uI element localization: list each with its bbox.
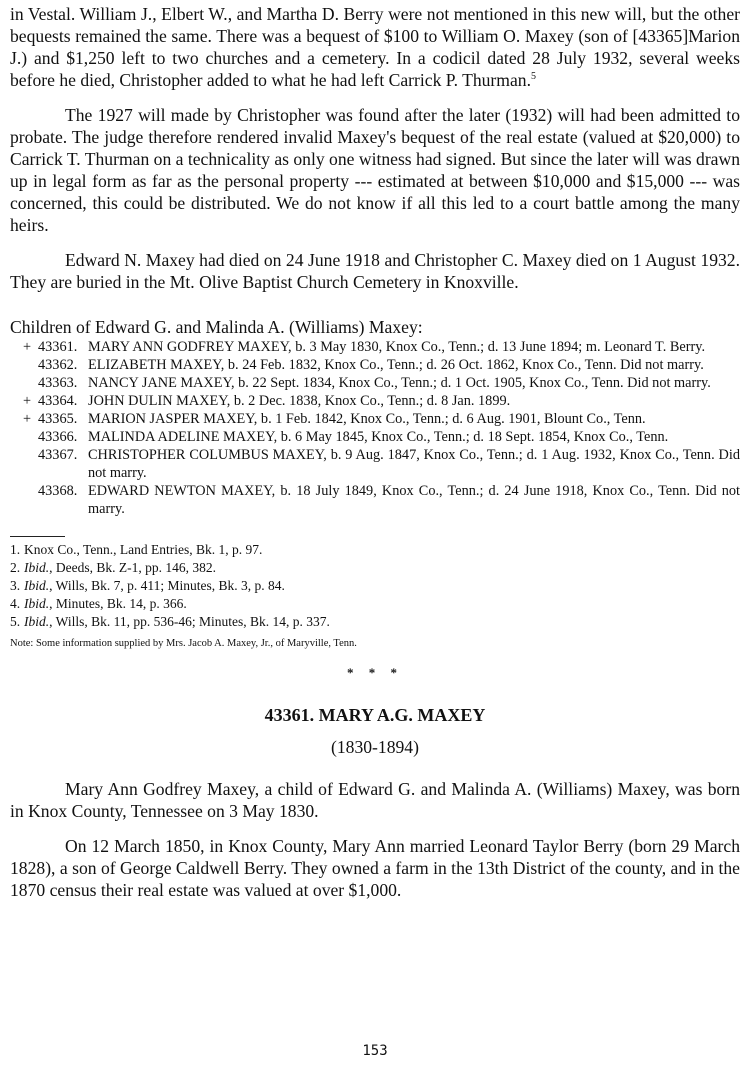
- child-plus-marker: +: [23, 339, 32, 355]
- footnote-number: 3.: [10, 578, 21, 593]
- child-entry: [23, 392, 740, 410]
- footnote: 4. Ibid., Minutes, Bk. 14, p. 366.: [10, 596, 187, 611]
- footnote-ref-5[interactable]: 5: [530, 71, 536, 83]
- child-entry: [23, 338, 740, 356]
- child-entry: [38, 374, 740, 392]
- child-entry: [38, 446, 740, 482]
- paragraph-will-bequests: in Vestal. William J., Elbert W., and Martha D. Berry were not mentioned in this new will, but the other bequests remained the same. There was a bequest of $100 to William O. Maxey (son of [43365]Marion J.) and $1,250 left to two churches and a cemetery. In a codicil dated 28 July 1932, several weeks before he died, Christopher added to what he had left Carrick P. Thurman.$^5$: [10, 4, 740, 90]
- child-number: 43367.: [38, 447, 78, 463]
- footnote-number: 1.: [10, 542, 21, 557]
- child-text: CHRISTOPHER COLUMBUS MAXEY, b. 9 Aug. 1847, Knox Co., Tenn.; d. 1 Aug. 1932, Knox Co., Tenn. Did not marry.: [88, 447, 740, 481]
- child-entry: [38, 482, 740, 518]
- child-text: NANCY JANE MAXEY, b. 22 Sept. 1834, Knox Co., Tenn.; d. 1 Oct. 1905, Knox Co., Tenn. Did not marry.: [88, 375, 711, 391]
- child-entry: [38, 428, 740, 446]
- child-number: 43365.: [38, 411, 78, 427]
- footnotes: [10, 541, 740, 631]
- children-heading: Children of Edward G. and Malinda A. (Williams) Maxey:: [10, 317, 423, 337]
- children-list: [10, 338, 740, 518]
- child-entry: [38, 356, 740, 374]
- footnote: 2. Ibid., Deeds, Bk. Z-1, pp. 146, 382.: [10, 560, 216, 575]
- child-number: 43368.: [38, 483, 78, 499]
- paragraph-marriage: On 12 March 1850, in Knox County, Mary Ann married Leonard Taylor Berry (born 29 March 1828), a son of George Caldwell Berry. They owned a farm in the 13th District of the county, and in the 1870 census their real estate was valued at over $1,000.: [10, 836, 740, 900]
- child-text: JOHN DULIN MAXEY, b. 2 Dec. 1838, Knox Co., Tenn.; d. 8 Jan. 1899.: [88, 393, 511, 409]
- footnote-number: 4.: [10, 596, 21, 611]
- child-number: 43361.: [38, 339, 78, 355]
- child-text: EDWARD NEWTON MAXEY, b. 18 July 1849, Knox Co., Tenn.; d. 24 June 1918, Knox Co., Tenn. Did not marry.: [88, 483, 740, 517]
- child-plus-marker: +: [23, 393, 32, 409]
- footnote-number: 5.: [10, 614, 21, 629]
- child-text: MALINDA ADELINE MAXEY, b. 6 May 1845, Knox Co., Tenn.; d. 18 Sept. 1854, Knox Co., Tenn.: [88, 429, 669, 445]
- footnote: 3. Ibid., Wills, Bk. 7, p. 411; Minutes, Bk. 3, p. 84.: [10, 578, 285, 593]
- child-number: 43363.: [38, 375, 78, 391]
- child-text: MARION JASPER MAXEY, b. 1 Feb. 1842, Knox Co., Tenn.; d. 6 Aug. 1901, Blount Co., Tenn.: [88, 411, 646, 427]
- child-number: 43366.: [38, 429, 78, 445]
- footnote-divider: [10, 536, 65, 537]
- child-number: 43364.: [38, 393, 78, 409]
- ibid-text: Ibid.: [24, 578, 50, 593]
- paragraph-birth: Mary Ann Godfrey Maxey, a child of Edward G. and Malinda A. (Williams) Maxey, was born in Knox County, Tennessee on 3 May 1830.: [10, 779, 740, 821]
- footnote: 1. Knox Co., Tenn., Land Entries, Bk. 1, p. 97.: [10, 542, 263, 557]
- source-note: Note: Some information supplied by Mrs. Jacob A. Maxey, Jr., of Maryville, Tenn.: [10, 638, 357, 649]
- child-text: MARY ANN GODFREY MAXEY, b. 3 May 1830, Knox Co., Tenn.; d. 13 June 1894; m. Leonard T. Berry.: [88, 339, 706, 355]
- child-entry: [23, 410, 740, 428]
- page-number: 153: [362, 1043, 388, 1059]
- child-text: ELIZABETH MAXEY, b. 24 Feb. 1832, Knox Co., Tenn.; d. 26 Oct. 1862, Knox Co., Tenn. Did not marry.: [88, 357, 704, 373]
- section-dates: (1830-1894): [331, 737, 419, 757]
- ibid-text: Ibid.: [24, 614, 50, 629]
- section-separator: * * *: [347, 665, 403, 680]
- footnote: 5. Ibid., Wills, Bk. 11, pp. 536-46; Minutes, Bk. 14, p. 337.: [10, 614, 330, 629]
- document-page: [10, 0, 740, 901]
- ibid-text: Ibid.: [24, 596, 50, 611]
- child-number: 43362.: [38, 357, 78, 373]
- child-plus-marker: +: [23, 411, 32, 427]
- paragraph-1927-will: The 1927 will made by Christopher was found after the later (1932) will had been admitted to probate. The judge therefore rendered invalid Maxey's bequest of the real estate (valued at $20,000) to Carrick T. Thurman on a technicality as only one witness had signed. But since the later will was drawn up in legal form as far as the personal property --- estimated at between $10,000 and $15,000 --- was concerned, this could be distributed. We do not know if all this led to a court battle among the many heirs.: [10, 105, 740, 235]
- section-title: 43361. MARY A.G. MAXEY: [264, 705, 486, 725]
- footnote-number: 2.: [10, 560, 21, 575]
- paragraph-deaths: Edward N. Maxey had died on 24 June 1918 and Christopher C. Maxey died on 1 August 1932. They are buried in the Mt. Olive Baptist Church Cemetery in Knoxville.: [10, 250, 740, 292]
- ibid-text: Ibid.: [24, 560, 50, 575]
